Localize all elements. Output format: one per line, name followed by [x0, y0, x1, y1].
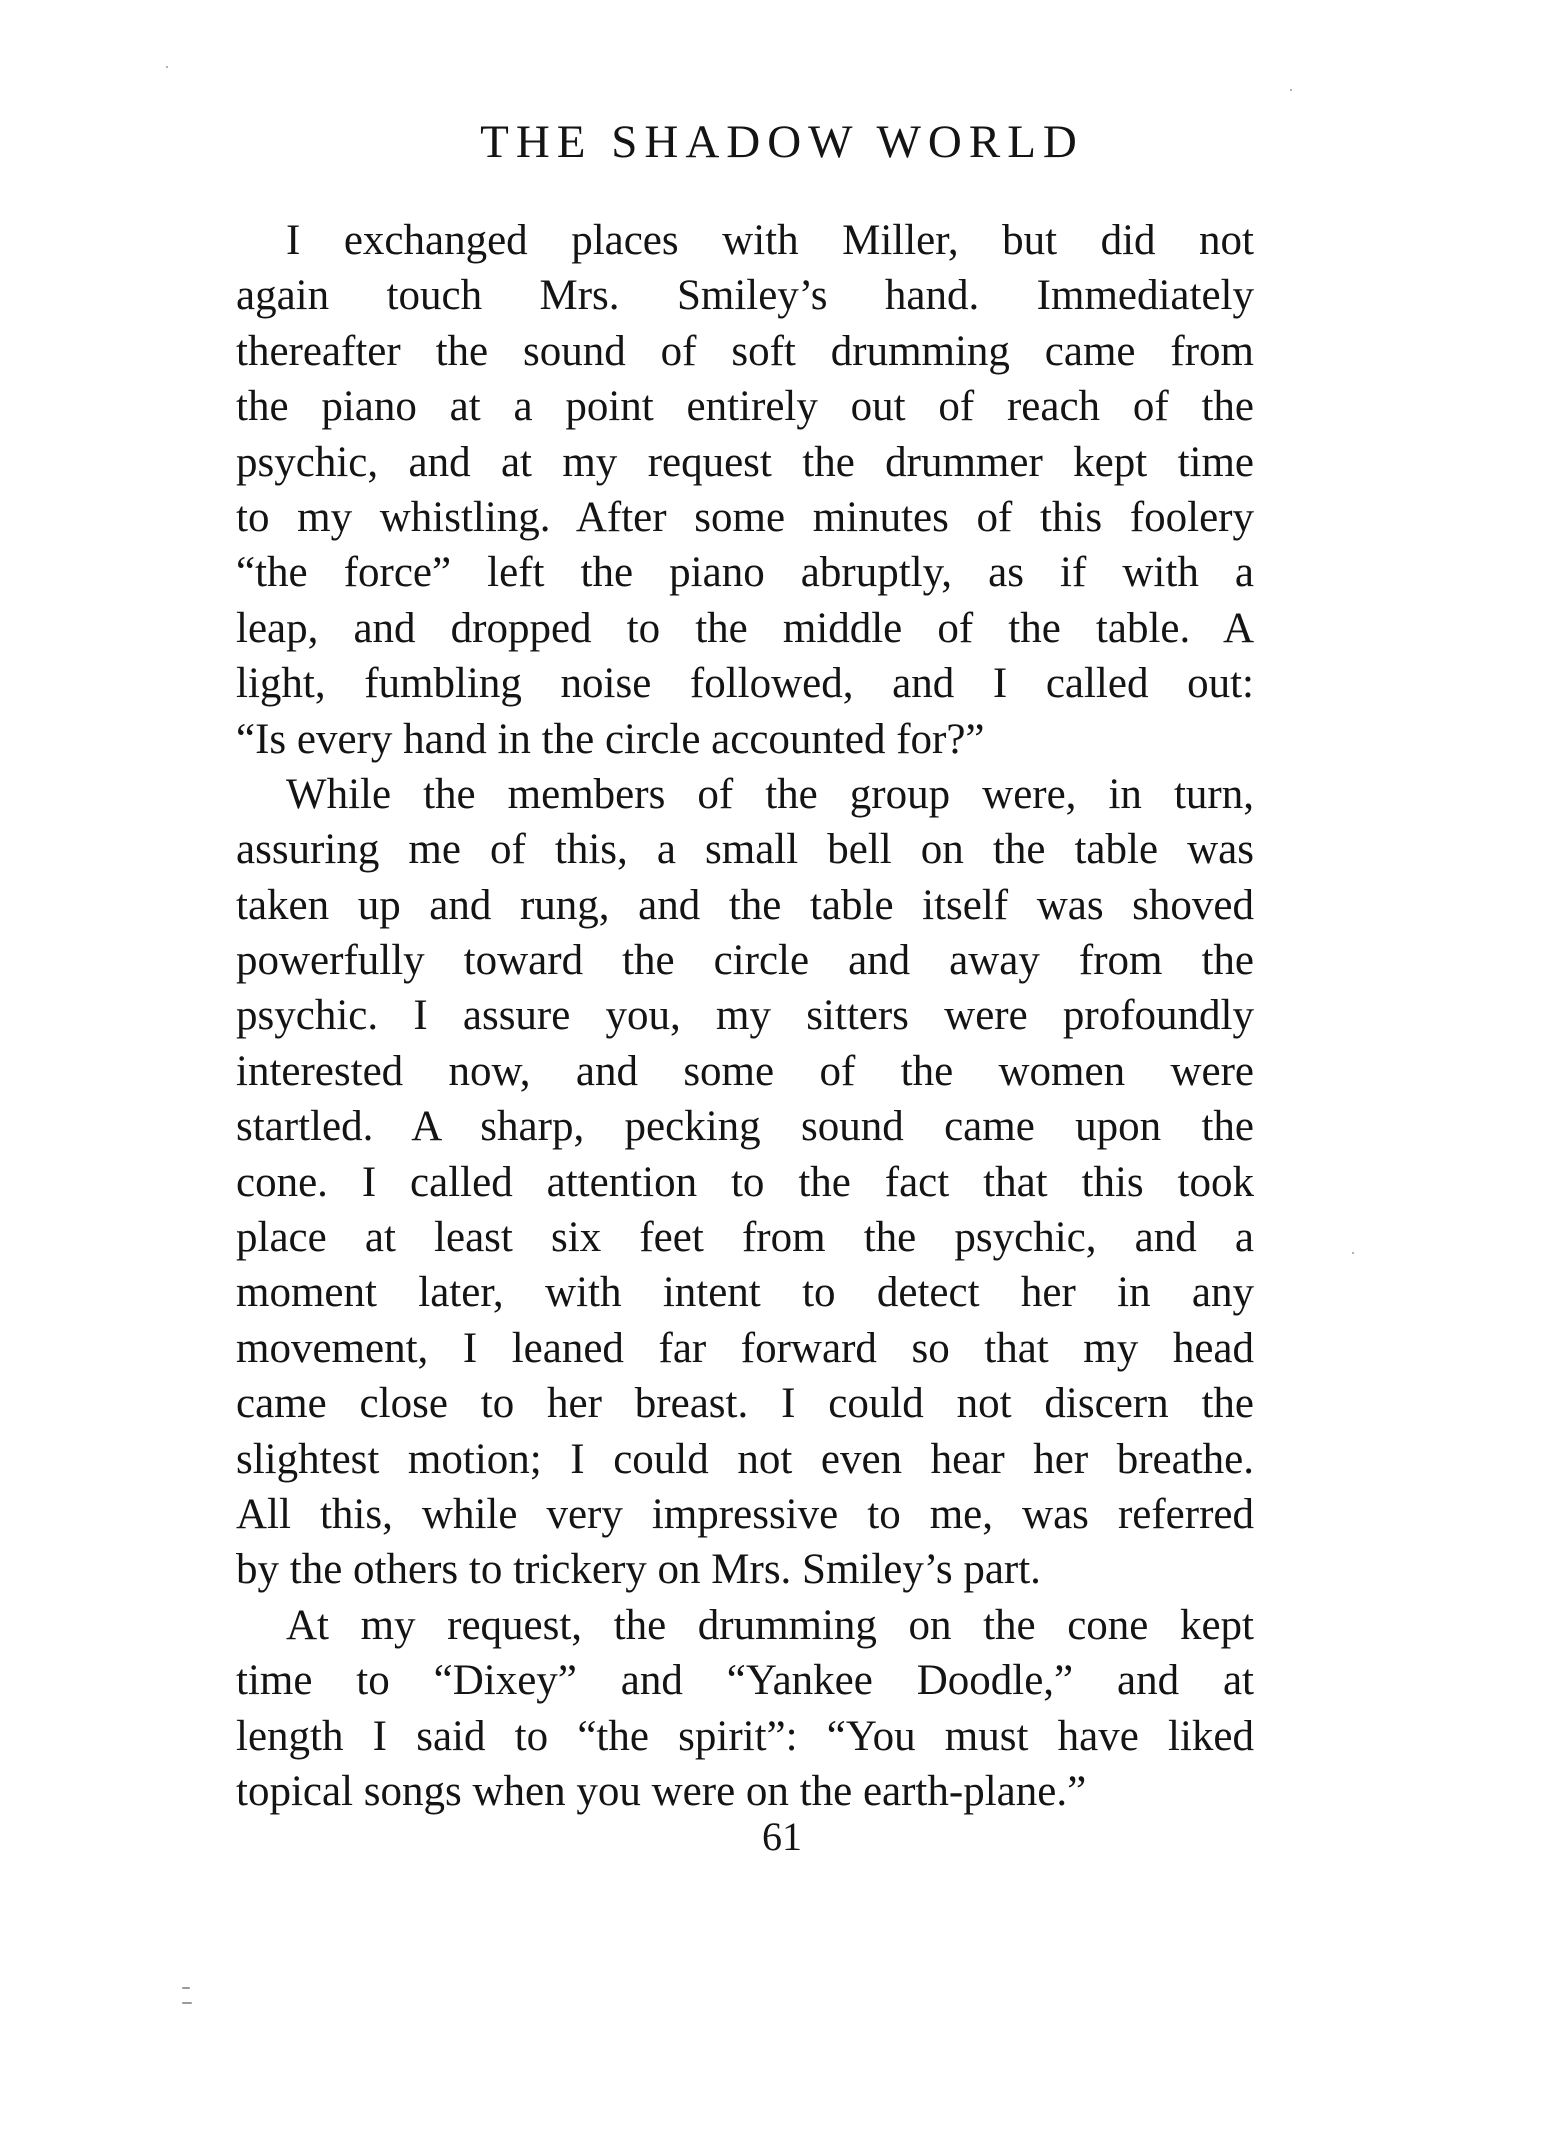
- text-line: moment later, with intent to detect her in any: [236, 1269, 1254, 1317]
- scan-speck: [182, 2002, 192, 2004]
- paragraph-3: [236, 1598, 1254, 1820]
- text-line: topical songs when you were on the earth-plane.”: [236, 1767, 1087, 1815]
- text-line: powerfully toward the circle and away from the: [236, 937, 1254, 985]
- text-line: taken up and rung, and the table itself was shoved: [236, 881, 1254, 929]
- text-line: by the others to trickery on Mrs. Smiley’s part.: [236, 1546, 1041, 1594]
- body-text: [236, 213, 1254, 1819]
- text-line: interested now, and some of the women were: [236, 1047, 1254, 1095]
- text-line: length I said to “the spirit”: “You must have liked: [236, 1712, 1254, 1760]
- text-line: thereafter the sound of soft drumming came from: [236, 327, 1254, 375]
- text-line: cone. I called attention to the fact that this took: [236, 1158, 1254, 1206]
- text-line: to my whistling. After some minutes of this foolery: [236, 493, 1254, 541]
- paragraph-1: [236, 213, 1254, 767]
- text-line: At my request, the drumming on the cone kept: [286, 1601, 1254, 1649]
- text-line: the piano at a point entirely out of reach of the: [236, 383, 1254, 431]
- scan-speck: [1290, 89, 1292, 91]
- page-number: 61: [762, 1814, 802, 1859]
- text-line: slightest motion; I could not even hear her breathe.: [236, 1435, 1254, 1483]
- text-line: came close to her breast. I could not discern the: [236, 1380, 1254, 1428]
- scan-speck: [166, 66, 168, 68]
- running-head: THE SHADOW WORLD: [480, 116, 1084, 168]
- text-line: While the members of the group were, in turn,: [286, 770, 1254, 818]
- text-line: time to “Dixey” and “Yankee Doodle,” and at: [236, 1657, 1254, 1705]
- text-line: “Is every hand in the circle accounted for?”: [236, 715, 985, 763]
- text-line: leap, and dropped to the middle of the table. A: [236, 604, 1254, 652]
- scan-speck: [1352, 1252, 1354, 1254]
- text-line: place at least six feet from the psychic, and a: [236, 1214, 1254, 1262]
- text-line: I exchanged places with Miller, but did not: [286, 217, 1254, 264]
- text-line: “the force” left the piano abruptly, as if with a: [236, 549, 1254, 597]
- text-line: again touch Mrs. Smiley’s hand. Immediately: [236, 272, 1254, 320]
- text-line: psychic, and at my request the drummer kept time: [236, 438, 1254, 486]
- text-line: psychic. I assure you, my sitters were profoundly: [236, 992, 1254, 1040]
- text-line: assuring me of this, a small bell on the table was: [236, 826, 1254, 874]
- scan-speck: [182, 1987, 190, 1989]
- text-line: startled. A sharp, pecking sound came upon the: [236, 1103, 1254, 1151]
- paragraph-2: [236, 767, 1254, 1598]
- text-line: light, fumbling noise followed, and I called out:: [236, 660, 1254, 708]
- text-line: All this, while very impressive to me, was referred: [236, 1490, 1254, 1538]
- text-line: movement, I leaned far forward so that my head: [236, 1324, 1254, 1372]
